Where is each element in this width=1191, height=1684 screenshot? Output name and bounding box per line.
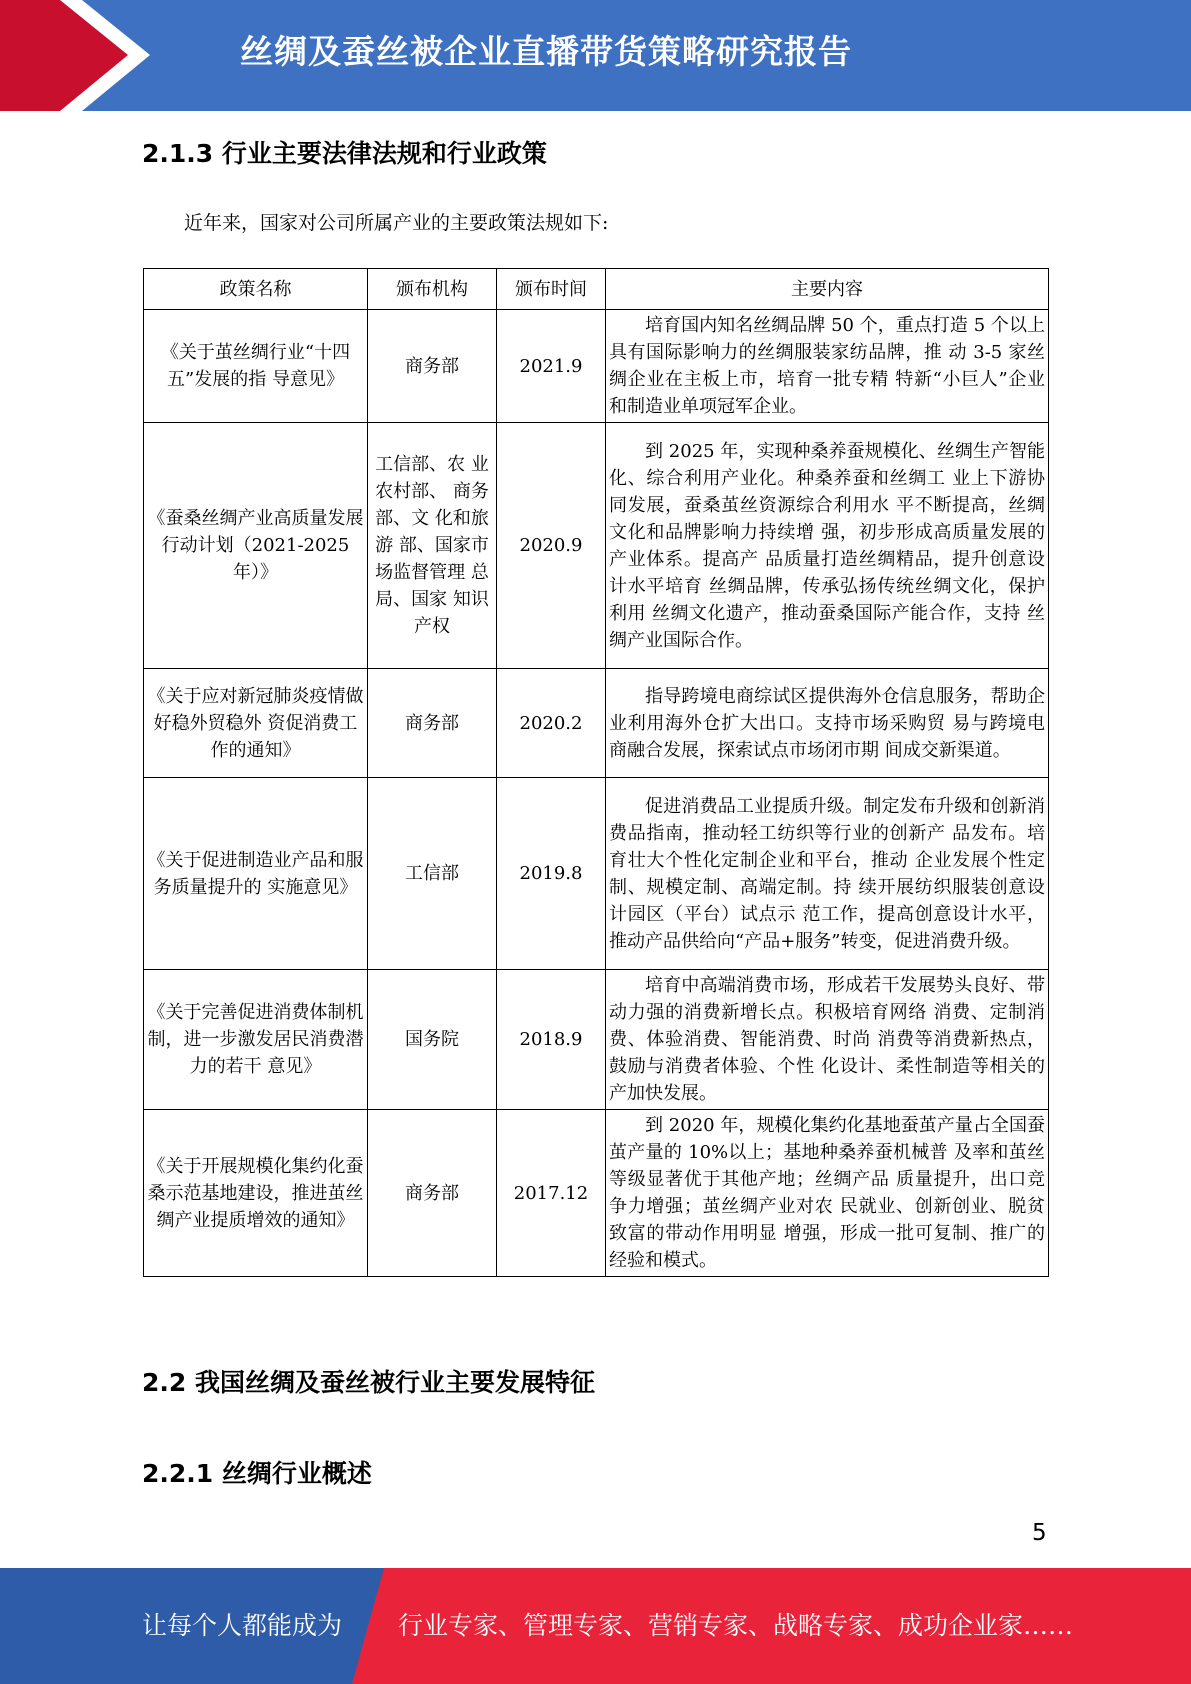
intro-paragraph: 近年来，国家对公司所属产业的主要政策法规如下: — [184, 212, 609, 234]
policy-org: 商务部 — [368, 669, 497, 778]
policy-content: 培育国内知名丝绸品牌 50 个，重点打造 5 个以上具有国际影响力的丝绸服装家纺品牌，推 动 3-5 家丝绸企业在主板上市，培育一批专精 特新“小巨人”企业和制造业单项冠军企业。 — [606, 310, 1049, 423]
policy-date: 2020.2 — [497, 669, 606, 778]
policy-name: 《关于应对新冠肺炎疫情做好稳外贸稳外 资促消费工作的通知》 — [144, 669, 368, 778]
policy-date: 2020.9 — [497, 423, 606, 669]
policy-content: 指导跨境电商综试区提供海外仓信息服务，帮助企业利用海外仓扩大出口。支持市场采购贸 易与跨境电商融合发展，探索试点市场闭市期 间成交新渠道。 — [606, 669, 1049, 778]
table-row — [144, 310, 1049, 423]
policy-org: 国务院 — [368, 970, 497, 1110]
policy-date: 2021.9 — [497, 310, 606, 423]
policy-org: 工信部、农 业农村部、 商务部、文 化和旅游 部、国家市 场监督管理 总局、国家 知识产权 — [368, 423, 497, 669]
footer-slogan-right: 行业专家、管理专家、营销专家、战略专家、成功企业家…… — [398, 1611, 1074, 1640]
policy-date: 2019.8 — [497, 778, 606, 970]
footer-slogan-left: 让每个人都能成为 — [142, 1611, 343, 1640]
header-org: 颁布机构 — [368, 269, 497, 310]
policy-date: 2018.9 — [497, 970, 606, 1110]
table-header-row — [144, 269, 1049, 310]
policy-content: 培育中高端消费市场，形成若干发展势头良好、带动力强的消费新增长点。积极培育网络 消费、定制消费、体验消费、智能消费、时尚 消费等消费新热点，鼓励与消费者体验、个性 化设计、柔性制造等相关的产加快发展。 — [606, 970, 1049, 1110]
policy-org: 商务部 — [368, 1110, 497, 1277]
policy-name: 《关于完善促进消费体制机制，进一步激发居民消费潜力的若干 意见》 — [144, 970, 368, 1110]
footer-banner — [0, 1568, 1191, 1684]
heading-2-1-3: 2.1.3 行业主要法律法规和行业政策 — [142, 139, 547, 168]
policy-table — [143, 268, 1049, 1277]
table-row — [144, 669, 1049, 778]
policy-date: 2017.12 — [497, 1110, 606, 1277]
header-content: 主要内容 — [606, 269, 1049, 310]
policy-content: 促进消费品工业提质升级。制定发布升级和创新消费品指南，推动轻工纺织等行业的创新产 品发布。培育壮大个性化定制企业和平台，推动 企业发展个性定制、规模定制、高端定制。持 续开展纺织服装创意设计园区（平台）试点示 范工作，提高创意设计水平，推动产品供给向“产品+服务”转变，促进消费升级。 — [606, 778, 1049, 970]
page-number: 5 — [1032, 1520, 1047, 1546]
header-red-arrow — [0, 0, 150, 111]
heading-2-2-1: 2.2.1 丝绸行业概述 — [142, 1459, 372, 1488]
policy-name: 《关于茧丝绸行业“十四五”发展的指 导意见》 — [144, 310, 368, 423]
table-row — [144, 423, 1049, 669]
table-row — [144, 970, 1049, 1110]
policy-name: 《蚕桑丝绸产业高质量发展行动计划（2021-2025 年）》 — [144, 423, 368, 669]
table-row — [144, 1110, 1049, 1277]
header-name: 政策名称 — [144, 269, 368, 310]
heading-2-2: 2.2 我国丝绸及蚕丝被行业主要发展特征 — [142, 1368, 595, 1397]
policy-content: 到 2020 年，规模化集约化基地蚕茧产量占全国蚕茧产量的 10%以上；基地种桑养蚕机械普 及率和茧丝等级显著优于其他产地；丝绸产品 质量提升，出口竞争力增强；茧丝绸产业对农 民就业、创新创业、脱贫致富的带动作用明显 增强，形成一批可复制、推广的经验和模式。 — [606, 1110, 1049, 1277]
policy-org: 商务部 — [368, 310, 497, 423]
policy-name: 《关于开展规模化集约化蚕桑示范基地建设，推进茧丝绸产业提质增效的通知》 — [144, 1110, 368, 1277]
policy-content: 到 2025 年，实现种桑养蚕规模化、丝绸生产智能化、综合利用产业化。种桑养蚕和丝绸工 业上下游协同发展，蚕桑茧丝资源综合利用水 平不断提高，丝绸文化和品牌影响力持续增 强，初步形成高质量发展的产业体系。提高产 品质量打造丝绸精品，提升创意设计水平培育 丝绸品牌，传承弘扬传统丝绸文化，保护利用 丝绸文化遗产，推动蚕桑国际产能合作，支持 丝绸产业国际合作。 — [606, 423, 1049, 669]
report-title: 丝绸及蚕丝被企业直播带货策略研究报告 — [240, 32, 852, 71]
policy-org: 工信部 — [368, 778, 497, 970]
policy-name: 《关于促进制造业产品和服务质量提升的 实施意见》 — [144, 778, 368, 970]
table-row — [144, 778, 1049, 970]
header-banner — [0, 0, 1191, 111]
header-date: 颁布时间 — [497, 269, 606, 310]
